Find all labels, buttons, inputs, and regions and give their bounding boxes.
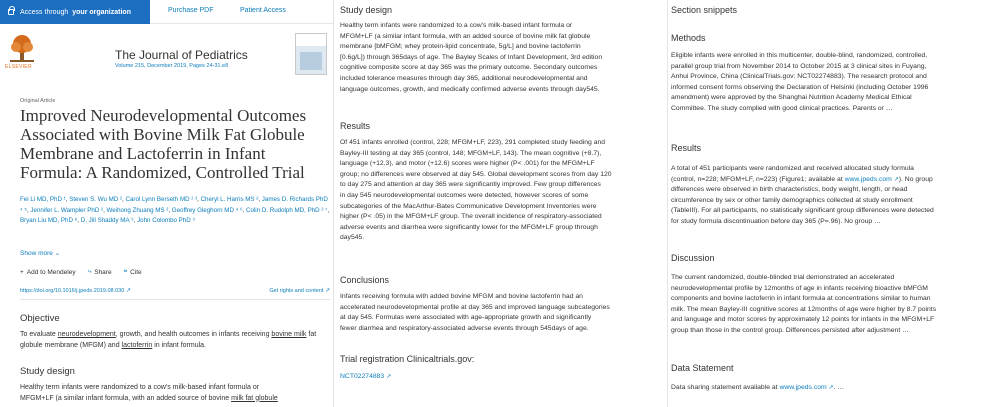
text-line: group than those in the control group. Differences persisted after adjustment … <box>671 326 909 334</box>
text-line: [0.6g/L]) through 365days of age. The Bayley Scales of Infant Development, 3rd edition <box>340 53 603 61</box>
text-line: in day 545 neurodevelopmental outcomes were detected, however scores of some <box>340 191 589 199</box>
share-label: Share <box>94 268 112 276</box>
text-line: language outcomes, growth, and medically confirmed adverse events through day545. <box>340 85 600 93</box>
doi-link[interactable] <box>20 287 131 294</box>
show-more-label: Show more <box>20 250 53 257</box>
term-link[interactable]: milk fat globule <box>231 394 278 402</box>
rights-link[interactable] <box>269 287 330 294</box>
external-link-icon: ↗ <box>125 288 131 294</box>
author-link[interactable]: Cheryl L. Harris MS ² <box>200 196 259 203</box>
text-line: to day 275 and attention at day 365 were significantly improved. Few group differences <box>340 181 601 189</box>
section-snippets-panel <box>667 0 1000 407</box>
author-list: Fei Li MD, PhD ¹, Steven S. Wu MD ², Carol Lynn Berseth MD ² ³, Cheryl L. Harris MS ², James D. Richards PhD ⁴ ⁵, Jennifer L. Wampler PhD ², Weihong Zhuang MS ², Geoffrey Gleghorn MD ⁴ ⁶, Colin D. Rudolph MD, PhD ² ⁷, Bryan Liu MD, PhD ⁸, D. Jill Shaddy MA ⁹, John Colombo PhD ⁹ <box>20 196 330 224</box>
text-line: MFGM+LF (a similar infant formula, with an added source of bovine milk fat globule <box>340 32 591 40</box>
author-link[interactable]: Bryan Liu MD, PhD ⁸ <box>20 217 78 224</box>
methods-text <box>671 51 928 115</box>
author-link[interactable]: Steven S. Wu MD ² <box>69 196 123 203</box>
access-prefix: Access through <box>20 8 69 16</box>
term-link[interactable]: neurodevelopment <box>57 331 116 338</box>
study-design-text <box>340 21 602 95</box>
text-line: Of 451 infants enrolled (control, 228; MFGM+LF, 223), 291 completed study feeding and <box>340 139 606 146</box>
text-line: A total of 451 participants were randomized and received allocated study formula <box>671 165 914 172</box>
data-statement-heading: Data Statement <box>671 363 734 373</box>
term-link[interactable]: bovine milk <box>271 331 307 338</box>
results-text <box>671 164 934 228</box>
journal-cover-image[interactable] <box>295 33 327 75</box>
author-link[interactable]: Weihong Zhuang MS ² <box>106 206 169 214</box>
text-line: adverse events and diarrhea were significantly lower for the MFGM+LF group through <box>340 223 598 231</box>
abstract-panel <box>333 0 667 407</box>
jpeds-link[interactable] <box>779 384 833 391</box>
text-line: group; no differences were observed at day 545. Global development scores from day 120 <box>340 170 612 178</box>
chevron-down-icon: ⌄ <box>54 250 61 257</box>
text-line: day545. <box>340 234 365 242</box>
article-type: Original Article <box>20 98 56 104</box>
patient-access-link[interactable]: Patient Access <box>240 7 286 14</box>
add-to-mendeley-button[interactable] <box>20 268 76 276</box>
quote-icon: ❝ <box>123 269 128 276</box>
access-org-label: your organization <box>72 8 131 16</box>
text-line: language (+12.3), and motor (+12.6) scores were higher (P< .001) for the MFGM+LF <box>340 160 595 168</box>
add-label: Add to Mendeley <box>26 268 76 276</box>
trial-registration-heading: Trial registration Clinicaltrials.gov: <box>340 354 475 364</box>
author-link[interactable]: Geoffrey Gleghorn MD ⁴ ⁶ <box>171 206 243 214</box>
text-line: included tolerance measures through day 365, additional neurodevelopmental and <box>340 74 588 82</box>
external-link-icon: ↗ <box>386 374 392 380</box>
results-text <box>340 138 612 244</box>
text-run: ). No group <box>898 175 933 183</box>
doi-text: https://doi.org/10.1016/j.jpeds.2019.08.030 <box>20 288 125 294</box>
elsevier-tree-logo-icon[interactable] <box>8 33 36 63</box>
text-line: neurodevelopmental profile by 12months of age in infants receiving bioactive bMFGM <box>671 284 928 292</box>
text-line: milk. The mean Bayley-III cognitive scores at 12months of age were higher by 8.7 points <box>671 305 937 313</box>
trial-id-text: NCT02274883 <box>340 373 385 380</box>
author-link[interactable]: John Colombo PhD ⁹ <box>137 217 196 224</box>
text-line: Anhui Province, China (ClinicalTrials.gov: NCT02274883). The research protocol and <box>671 73 927 81</box>
author-link[interactable]: Jennifer L. Wampler PhD ² <box>30 206 104 214</box>
text-line: membrane [bMFGM; whey protein-lipid concentrate, 5g/L] and bovine lactoferrin <box>340 43 581 51</box>
author-link[interactable]: James D. Richards PhD ⁴ ⁵ <box>20 196 328 214</box>
results-heading: Results <box>671 143 702 153</box>
conclusions-heading: Conclusions <box>340 275 390 285</box>
author-link[interactable]: Colin D. Rudolph MD, PhD ² ⁷ <box>246 206 328 214</box>
access-organization-button[interactable] <box>0 0 150 24</box>
objective-heading: Objective <box>20 313 60 324</box>
text-line: informed consent forms observing the Declaration of Helsinki (including October 1996 <box>671 83 929 91</box>
trial-id-link[interactable] <box>340 372 391 383</box>
author-link[interactable]: Carol Lynn Berseth MD ² ³ <box>125 196 198 203</box>
text-run: in infant formula. <box>154 341 206 349</box>
text-run: (control, n=228; MFGM+LF, n=223) (Figure1; available at <box>671 175 843 183</box>
data-statement-text <box>671 383 844 394</box>
text-line: Bayley-III testing at day 365 (control, 148; MFGM+LF, 143). The mean cognitive (+8.7), <box>340 149 602 157</box>
cite-button[interactable] <box>124 268 142 276</box>
text-line: at day 545. Formulas were associated with age-appropriate growth and significantly <box>340 314 592 322</box>
objective-text <box>20 330 330 351</box>
external-link-icon: ↗ <box>828 385 834 391</box>
jpeds-link[interactable] <box>845 176 899 183</box>
volume-info[interactable]: Volume 215, December 2019, Pages 24-31.e8 <box>115 63 229 69</box>
link-text: www.jpeds.com <box>844 175 892 183</box>
text-run: . … <box>833 384 845 391</box>
text-line: (TableIII). For all participants, no statistically significant group differences were detected <box>671 207 934 215</box>
study-design-heading: Study design <box>20 366 75 377</box>
term-link[interactable]: lactoferrin <box>121 341 153 349</box>
purchase-pdf-link[interactable]: Purchase PDF <box>168 7 214 14</box>
author-link[interactable]: Fei Li MD, PhD ¹ <box>20 196 66 203</box>
share-icon: ⤷ <box>87 268 92 275</box>
access-toolbar <box>0 0 333 24</box>
text-line: cognitive composite score at day 365 was the primary outcome. Secondary outcomes <box>340 64 598 72</box>
text-line: amendment) were approved by the Shanghai Nutrition Academy Medical Ethical <box>671 94 912 102</box>
text-run: MFGM+LF (a similar infant formula, with an added source of bovine <box>20 394 230 402</box>
discussion-text <box>671 273 936 337</box>
study-design-heading: Study design <box>340 5 393 15</box>
text-line: and language and motor scores by approximately 12 points for infants in the MFGM+LF <box>671 316 935 324</box>
rights-text: Get rights and content <box>269 288 324 294</box>
text-line: Committee. The study complied with good clinical practices. Parents or … <box>671 104 893 112</box>
discussion-heading: Discussion <box>671 253 715 263</box>
doi-row <box>20 287 330 294</box>
plus-icon: + <box>20 268 24 276</box>
text-line <box>671 175 934 186</box>
text-line: parallel group trial from November 2014 to October 2015 at 3 clinical sites in Fuyang, <box>671 62 927 70</box>
text-line: Infants receiving formula with added bovine MFGM and bovine lactoferrin had an <box>340 293 583 300</box>
divider <box>20 299 330 300</box>
text-line: Eligible infants were enrolled in this multicenter, double-blind, randomized, controlled, <box>671 52 928 59</box>
text-run: To evaluate <box>20 331 56 338</box>
author-link[interactable]: D. Jill Shaddy MA ⁹ <box>80 217 134 224</box>
show-more-button[interactable] <box>20 249 60 257</box>
text-line: for study formula discontinuation before day 365 (P=.96). No group … <box>671 217 881 225</box>
section-snippets-heading: Section snippets <box>671 5 738 15</box>
text-line: Healthy term infants were randomized to a cow's milk-based infant formula or <box>340 22 573 29</box>
text-line: Healthy term infants were randomized to a cow's milk-based infant formula or <box>20 384 260 391</box>
text-run: Data sharing statement available at <box>671 384 778 391</box>
article-header-panel <box>0 0 333 407</box>
text-line: components and bovine lactoferrin in infant formula at concentrations similar to human <box>671 295 931 303</box>
share-button[interactable] <box>88 268 112 276</box>
text-line: subcategories of the MacArthur-Bates Communicative Development Inventories were <box>340 202 597 210</box>
lock-icon <box>8 9 14 15</box>
text-line: circumference by sex or other family demographics collected at study enrollment <box>671 196 913 204</box>
results-heading: Results <box>340 121 371 131</box>
text-run: , growth, and health outcomes in infants receiving <box>115 331 270 338</box>
cite-label: Cite <box>130 268 142 276</box>
text-line: higher (P< .05) in the MFGM+LF group. The overall incidence of respiratory-associated <box>340 213 602 221</box>
text-run: fat globule membrane (MFGM) and <box>20 331 317 349</box>
text-line: fewer diarrhea and respiratory-associated adverse events through 545days of age. <box>340 324 589 332</box>
external-link-icon: ↗ <box>893 176 899 183</box>
methods-heading: Methods <box>671 33 706 43</box>
article-title: Improved Neurodevelopmental Outcomes Associated with Bovine Milk Fat Globule Membrane and Lactoferrin in Infant Formula: A Randomized, Controlled Trial <box>20 106 307 182</box>
external-link-icon: ↗ <box>324 288 330 294</box>
publisher-name: ELSEVIER <box>5 64 32 70</box>
journal-title[interactable]: The Journal of Pediatrics <box>115 48 248 62</box>
article-actions <box>20 268 142 276</box>
conclusions-text <box>340 292 610 334</box>
link-text: www.jpeds.com <box>779 384 827 391</box>
study-design-text <box>20 383 330 404</box>
text-line: The current randomized, double-blinded trial demonstrated an accelerated <box>671 274 895 281</box>
text-line: differences were observed in birth characteristics, body weight, length, or head <box>671 186 908 194</box>
text-line: accelerated neurodevelopmental profile at day 365 and improved language subcategories <box>340 303 610 311</box>
